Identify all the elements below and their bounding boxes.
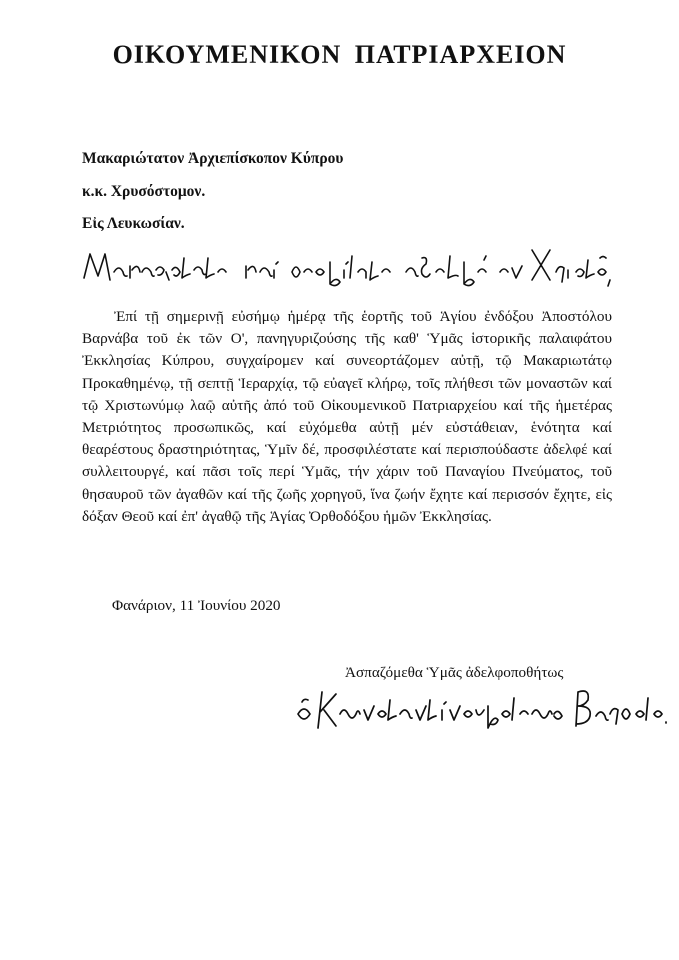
handwritten-greeting-drawing <box>80 236 620 290</box>
letterhead-title: ΟΙΚΟΥΜΕΝΙΚΟΝ ΠΑΤΡΙΑΡΧΕΙΟΝ <box>112 40 567 69</box>
recipient-line-2: κ.κ. Χρυσόστομον. <box>82 183 206 200</box>
recipient-line-1: Μακαριώτατον Ἀρχιεπίσκοπον Κύπρου <box>82 150 344 167</box>
signature-drawing <box>292 662 672 744</box>
recipient-line-3: Εἰς Λευκωσίαν. <box>82 215 185 232</box>
handwritten-greeting <box>80 236 620 290</box>
closing-line: Ἀσπαζόμεθα Ὑμᾶς ἀδελφοποθήτως <box>345 664 564 681</box>
signature <box>292 662 672 744</box>
dateline: Φανάριον, 11 Ἰουνίου 2020 <box>112 597 281 614</box>
letter-body: Ἐπί τῇ σημερινῇ εὐσήμῳ ἡμέρᾳ τῆς ἑορτῆς τοῦ Ἁγίου ἐνδόξου Ἀποστόλου Βαρνάβα τοῦ ἐκ τῶν Ο', πανηγυριζούσης τῆς καθ' Ὑμᾶς ἱστορικῆς παλαιφάτου Ἐκκλησίας Κύπρου, συγχαίρομεν καί συνεορτάζομεν αὐτῇ, τῷ Μακαριωτάτῳ Προκαθημένῳ, τῇ σεπτῇ Ἱεραρχίᾳ, τῷ εὐαγεῖ κλήρῳ, τοῖς πλήθεσι τῶν μοναστῶν καί τῷ Χριστωνύμῳ λαῷ αὐτῆς ἀπό τοῦ Οἰκουμενικοῦ Πατριαρχείου καί τῆς ἡμετέρας Μετριότητος προσωπικῶς, καί εὐχόμεθα αὐτῇ μέν εὐστάθειαν, ἑνότητα καί θεαρέστους δραστηριότητας, Ὑμῖν δέ, προσφιλέστατε καί περισπούδαστε ἀδελφέ καί συλλειτουργέ, καί πᾶσι τοῖς περί Ὑμᾶς, τήν χάριν τοῦ Παναγίου Πνεύματος, τοῦ θησαυροῦ τῶν ἀγαθῶν καί τῆς ζωῆς χορηγοῦ, ἵνα ζωήν ἔχητε καί περισσόν ἔχητε, εἰς δόξαν Θεοῦ καί ἐπ' ἀγαθῷ τῆς Ἁγίας Ὀρθοδόξου ἡμῶν Ἐκκλησίας. <box>82 308 612 525</box>
